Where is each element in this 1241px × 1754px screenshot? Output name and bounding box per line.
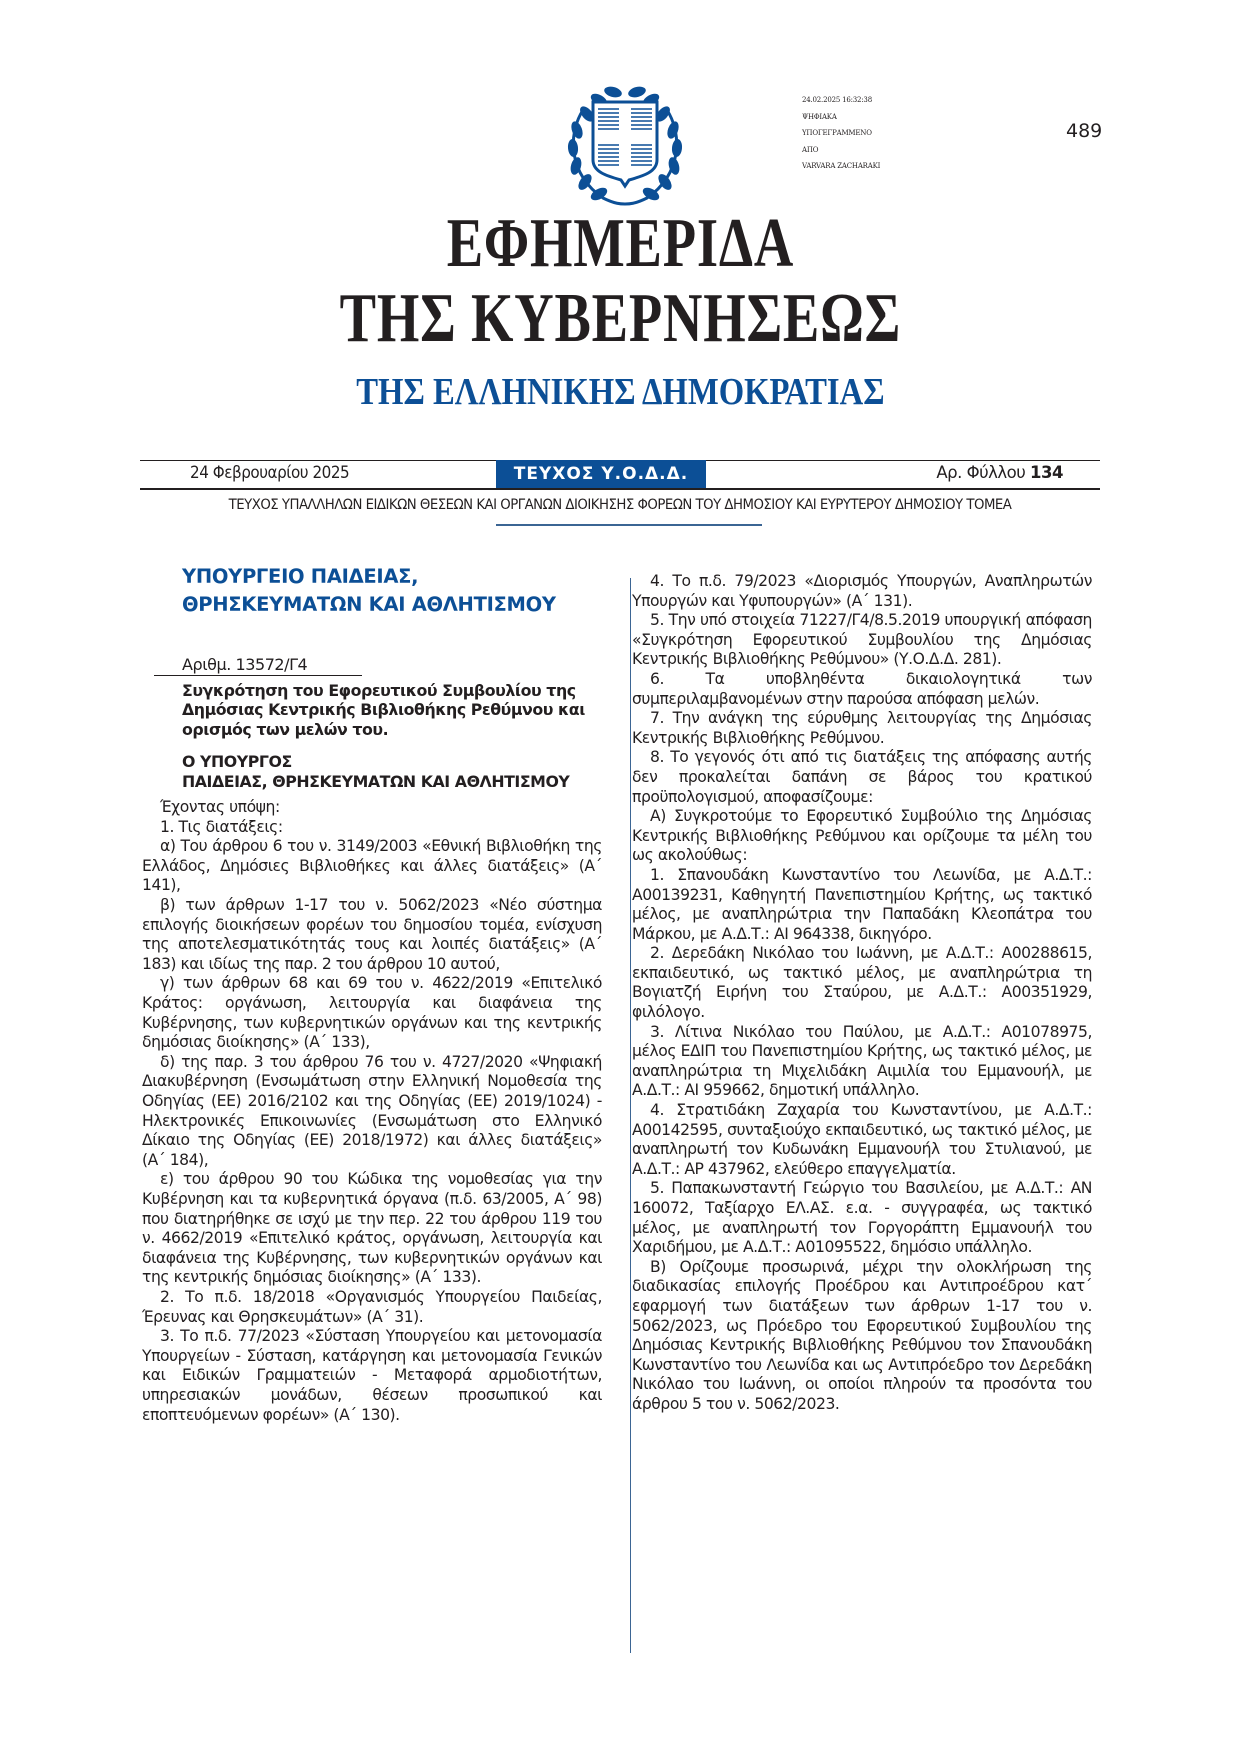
left-body — [142, 798, 602, 1425]
decision-number-text: Αριθμ. 13572/Γ4 — [182, 655, 308, 674]
paragraph: 3. Το π.δ. 77/2023 «Σύσταση Υπουργείου και μετονομασία Υπουργείων - Σύσταση, κατάργηση και μετονομασία Γενικών και Ειδικών Γραμματειών - Μεταφορά αρμοδιοτήτων, υπηρεσιακών μονάδων, θέσεων προσωπικού και εποπτευόμενων φορέων» (Α΄ 130). — [142, 1327, 602, 1424]
masthead-title: ΕΦΗΜΕΡΙΔΑ — [446, 205, 795, 282]
paragraph: 7. Την ανάγκη της εύρυθμης λειτουργίας της Δημόσιας Κεντρικής Βιβλιοθήκης Ρεθύμνου. — [632, 709, 1092, 747]
signature-line: ΑΠΟ — [802, 145, 819, 154]
greek-coat-of-arms-icon — [563, 80, 687, 210]
paragraph: 8. Το γεγονός ότι από τις διατάξεις της απόφασης αυτής δεν προκαλείται δαπάνη σε βάρος του κρατικού προϋπολογισμού, αποφασίζουμε: — [632, 748, 1092, 806]
member-item: 4. Στρατιδάκη Ζαχαρία του Κωνσταντίνου, με Α.Δ.Τ.: Α00142595, συνταξιούχο εκπαιδευτικό, ως τακτικό μέλος, με αναπληρωτή τον Κυδωνάκη Εμμανουήλ του Στυλιανού, με Α.Δ.Τ.: ΑΡ 437962, ελεύθερο επαγγελματία. — [632, 1101, 1092, 1178]
signature-line: ΥΠΟΓΕΓΡΑΜΜΕΝΟ — [802, 129, 872, 138]
digital-signature — [802, 92, 880, 175]
paragraph: 5. Την υπό στοιχεία 71227/Γ4/8.5.2019 υπουργική απόφαση «Συγκρότηση Εφορευτικού Συμβουλίου της Δημόσιας Κεντρικής Βιβλιοθήκης Ρεθύμνου» (Υ.Ο.Δ.Δ. 281). — [632, 611, 1092, 669]
paragraph: Β) Ορίζουμε προσωρινά, μέχρι την ολοκλήρωση της διαδικασίας επιλογής Προέδρου και Αντιπροέδρου κατ΄ εφαρμογή των διατάξεων των άρθρων 1-17 του ν. 5062/2023, ως Πρόεδρο του Εφορευτικού Συμβουλίου της Δημόσιας Κεντρικής Βιβλιοθήκης Ρεθύμνου τον Σπανουδάκη Κωνσταντίνο του Λεωνίδα και ως Αντιπρόεδρο τον Δερεδάκη Νικόλαο του Ιωάννη, οι οποίοι πληρούν τα προσόντα του άρθρου 5 του ν. 5062/2023. — [632, 1257, 1092, 1413]
paragraph: Α) Συγκροτούμε το Εφορευτικό Συμβούλιο της Δημόσιας Κεντρικής Βιβλιοθήκης Ρεθύμνου και ορίζουμε τα μέλη του ως ακολούθως: — [632, 807, 1092, 865]
page-number: 489 — [1066, 120, 1103, 142]
member-item: 3. Λίτινα Νικόλαο του Παύλου, με Α.Δ.Τ.: Α01078975, μέλος ΕΔΙΠ του Πανεπιστημίου Κρήτης, ως τακτικό μέλος, με αναπληρώτρια τη Μιχελιδάκη Αιμιλία του Εμμανουήλ, με Α.Δ.Τ.: ΑΙ 959662, δημοτική υπάλληλο. — [632, 1022, 1092, 1100]
ministry-line: ΘΡΗΣΚΕΥΜΑΤΩΝ ΚΑΙ ΑΘΛΗΤΙΣΜΟΥ — [182, 593, 556, 616]
sheet-value: 134 — [1030, 463, 1063, 482]
decision-number — [182, 655, 602, 675]
right-column — [632, 572, 1092, 1415]
rule — [154, 675, 362, 676]
member-item: 2. Δερεδάκη Νικόλαο του Ιωάννη, με Α.Δ.Τ.: Α00288615, εκπαιδευτικό, ως τακτικό μέλος, με αναπληρώτρια τη Βογιατζή Ειρήνη του Σταύρου, με Α.Δ.Τ.: Α00351929, φιλόλογο. — [632, 944, 1092, 1022]
signature-signer: VARVARA ZACHARAKI — [802, 162, 881, 171]
member-item: 5. Παπακωνσταντή Γεώργιο του Βασιλείου, με Α.Δ.Τ.: ΑΝ 160072, Ταξίαρχο ΕΛ.ΑΣ. ε.α. - συγγραφέα, ως τακτικό μέλος, με αναπληρωτή τον Γοργοράπτη Εμμανουήλ του Χαριδήμου, με Α.Δ.Τ.: Α01095522, δημόσιο υπάλληλο. — [632, 1179, 1092, 1257]
paragraph: ε) του άρθρου 90 του Κώδικα της νομοθεσίας για την Κυβέρνηση και τα κυβερνητικά όργανα (π.δ. 63/2005, Α΄ 98) που διατηρήθηκε σε ισχύ με την περ. 22 του άρθρου 119 του ν. 4662/2019 «Επιτελικό κράτος, οργάνωση, λειτουργία και διαφάνεια της Κυβέρνησης, των κυβερνητικών οργάνων και της κεντρικής δημόσιας διοίκησης» (Α΄ 133). — [142, 1170, 602, 1287]
sheet-label: Αρ. Φύλλου — [936, 463, 1031, 482]
issue-date: 24 Φεβρουαρίου 2025 — [190, 463, 350, 482]
paragraph: Έχοντας υπόψη: — [160, 798, 280, 817]
paragraph: 2. Το π.δ. 18/2018 «Οργανισμός Υπουργείου Παιδείας, Έρευνας και Θρησκευμάτων» (Α΄ 31). — [142, 1287, 602, 1326]
accent-rule — [496, 524, 762, 526]
paragraph: α) Του άρθρου 6 του ν. 3149/2003 «Εθνική Βιβλιοθήκη της Ελλάδος, Δημόσιες Βιβλιοθήκες και άλλες διατάξεις» (Α΄ 141), — [142, 837, 602, 895]
left-column — [142, 563, 602, 1425]
minister-line: Ο ΥΠΟΥΡΓΟΣ — [182, 752, 292, 772]
sheet-number — [936, 463, 1063, 482]
signature-timestamp: 24.02.2025 16:32:38 — [802, 96, 872, 104]
member-item: 1. Σπανουδάκη Κωνσταντίνο του Λεωνίδα, με Α.Δ.Τ.: Α00139231, Καθηγητή Πανεπιστημίου Κρήτης, ως τακτικό μέλος, με αναπληρώτρια την Παπαδάκη Κλεοπάτρα του Μάρκου, με Α.Δ.Τ.: ΑΙ 964338, δικηγόρο. — [632, 865, 1092, 943]
minister-line: ΠΑΙΔΕΙΑΣ, ΘΡΗΣΚΕΥΜΑΤΩΝ ΚΑΙ ΑΘΛΗΤΙΣΜΟΥ — [182, 771, 570, 791]
paragraph: 1. Τις διατάξεις: — [160, 817, 283, 836]
paragraph: δ) της παρ. 3 του άρθρου 76 του ν. 4727/2020 «Ψηφιακή Διακυβέρνηση (Ενσωμάτωση στην Ελληνική Νομοθεσία της Οδηγίας (ΕΕ) 2016/2102 και της Οδηγίας (ΕΕ) 2019/1024) - Ηλεκτρονικές Επικοινωνίες (Ενσωμάτωση στο Ελληνικό Δίκαιο της Οδηγίας (ΕΕ) 2018/1972) και άλλες διατάξεις» (Α΄ 184), — [142, 1052, 602, 1169]
minister-heading — [182, 752, 602, 791]
paragraph: γ) των άρθρων 68 και 69 του ν. 4622/2019 «Επιτελικό Κράτος: οργάνωση, λειτουργία και διαφάνεια της Κυβέρνησης, των κυβερνητικών οργάνων και της κεντρικής δημόσιας διοίκησης» (Α΄ 133), — [142, 974, 602, 1052]
column-divider — [630, 578, 631, 1653]
ministry-name — [182, 563, 602, 619]
masthead-title: ΤΗΣ ΚΥΒΕΡΝΗΣΕΩΣ — [339, 280, 902, 357]
issue-full-name: ΤΕΥΧΟΣ ΥΠΑΛΛΗΛΩΝ ΕΙΔΙΚΩΝ ΘΕΣΕΩΝ ΚΑΙ ΟΡΓΑΝΩΝ ΔΙΟΙΚΗΣΗΣ ΦΟΡΕΩΝ ΤΟΥ ΔΗΜΟΣΙΟΥ ΚΑΙ ΕΥΡΥΤΕΡΟΥ ΔΗΜΟΣΙΟΥ ΤΟΜΕΑ — [228, 497, 1012, 513]
issue-badge: ΤΕΥΧΟΣ Υ.Ο.Δ.Δ. — [496, 460, 706, 488]
paragraph: β) των άρθρων 1-17 του ν. 5062/2023 «Νέο σύστημα επιλογής διοικήσεων φορέων του δημοσίου τομέα, ενίσχυση της αποτελεσματικότητάς τους και λοιπές διατάξεις» (Α΄ 183) και ιδίως της παρ. 2 του άρθρου 10 αυτού, — [142, 896, 602, 973]
ministry-line: ΥΠΟΥΡΓΕΙΟ ΠΑΙΔΕΙΑΣ, — [182, 565, 419, 588]
masthead-subtitle: ΤΗΣ ΕΛΛΗΝΙΚΗΣ ΔΗΜΟΚΡΑΤΙΑΣ — [356, 371, 885, 413]
decision-title: Συγκρότηση του Εφορευτικού Συμβουλίου της Δημόσιας Κεντρικής Βιβλιοθήκης Ρεθύμνου και ορισμός των μελών του. — [182, 680, 585, 739]
paragraph: 4. Το π.δ. 79/2023 «Διορισμός Υπουργών, Αναπληρωτών Υπουργών και Υφυπουργών» (Α΄ 131). — [632, 572, 1092, 610]
rule — [140, 488, 1100, 490]
paragraph: 6. Τα υποβληθέντα δικαιολογητικά των συμπεριλαμβανομένων στην παρούσα απόφαση μελών. — [632, 669, 1092, 708]
signature-line: ΨΗΦΙΑΚΑ — [802, 112, 837, 121]
